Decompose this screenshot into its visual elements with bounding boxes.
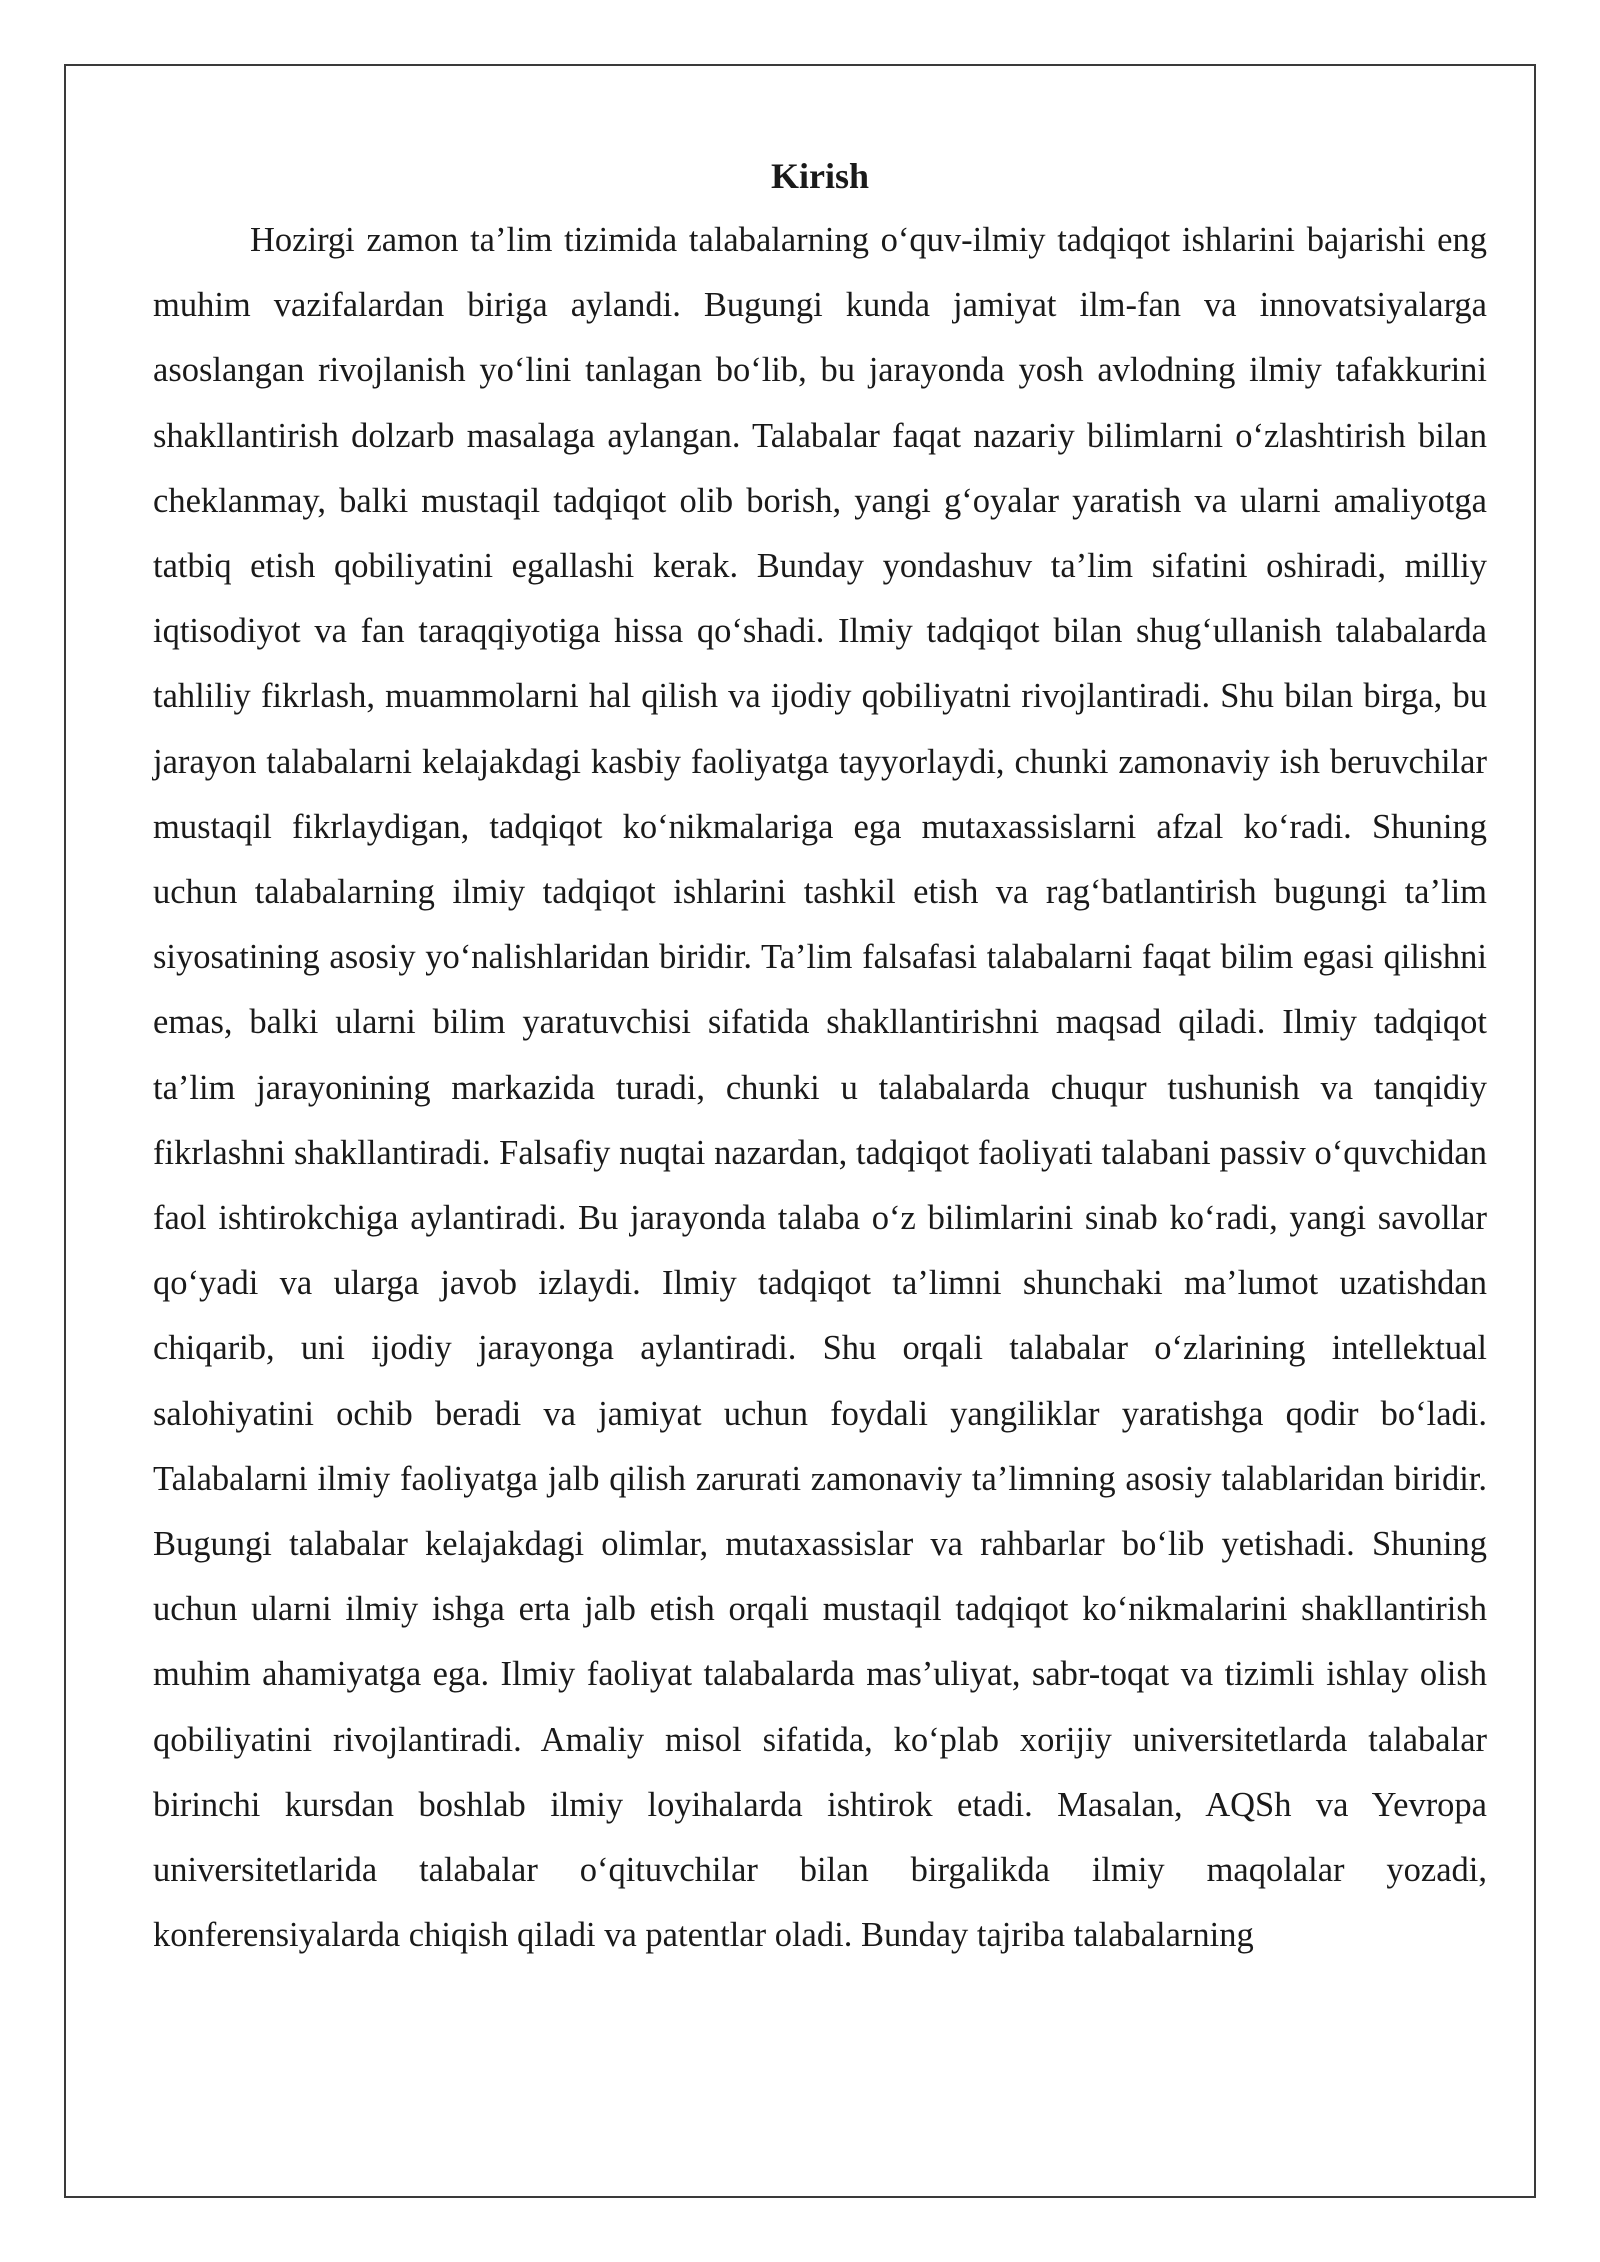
body-paragraph: Hozirgi zamon ta’lim tizimida talabalarning o‘quv-ilmiy tadqiqot ishlarini bajarishi eng muhim vazifalardan biriga aylandi. Bugungi kunda jamiyat ilm-fan va innovatsiyalarga asoslangan rivojlanish yo‘lini tanlagan bo‘lib, bu jarayonda yosh avlodning ilmiy tafakkurini shakllantirish dolzarb masalaga aylangan. Talabalar faqat nazariy bilimlarni o‘zlashtirish bilan cheklanmay, balki mustaqil tadqiqot olib borish, yangi g‘oyalar yaratish va ularni amaliyotga tatbiq etish qobiliyatini egallashi kerak. Bunday yondashuv ta’lim sifatini oshiradi, milliy iqtisodiyot va fan taraqqiyotiga hissa qo‘shadi. Ilmiy tadqiqot bilan shug‘ullanish talabalarda tahliliy fikrlash, muammolarni hal qilish va ijodiy qobiliyatni rivojlantiradi. Shu bilan birga, bu jarayon talabalarni kelajakdagi kasbiy faoliyatga tayyorlaydi, chunki zamonaviy ish beruvchilar mustaqil fikrlaydigan, tadqiqot ko‘nikmalariga ega mutaxassislarni afzal ko‘radi. Shuning uchun talabalarning ilmiy tadqiqot ishlarini tashkil etish va rag‘batlantirish bugungi ta’lim siyosatining asosiy yo‘nalishlaridan biridir. Ta’lim falsafasi talabalarni faqat bilim egasi qilishni emas, balki ularni bilim yaratuvchisi sifatida shakllantirishni maqsad qiladi. Ilmiy tadqiqot ta’lim jarayonining markazida turadi, chunki u talabalarda chuqur tushunish va tanqidiy fikrlashni shakllantiradi. Falsafiy nuqtai nazardan, tadqiqot faoliyati talabani passiv o‘quvchidan faol ishtirokchiga aylantiradi. Bu jarayonda talaba o‘z bilimlarini sinab ko‘radi, yangi savollar qo‘yadi va ularga javob izlaydi. Ilmiy tadqiqot ta’limni shunchaki ma’lumot uzatishdan chiqarib, uni ijodiy jarayonga aylantiradi. Shu orqali talabalar o‘zlarining intellektual salohiyatini ochib beradi va jamiyat uchun foydali yangiliklar yaratishga qodir bo‘ladi. Talabalarni ilmiy faoliyatga jalb qilish zarurati zamonaviy ta’limning asosiy talablaridan biridir. Bugungi talabalar kelajakdagi olimlar, mutaxassislar va rahbarlar bo‘lib yetishadi. Shuning uchun ularni ilmiy ishga erta jalb etish orqali mustaqil tadqiqot ko‘nikmalarini shakllantirish muhim ahamiyatga ega. Ilmiy faoliyat talabalarda mas’uliyat, sabr-toqat va tizimli ishlay olish qobiliyatini rivojlantiradi. Amaliy misol sifatida, ko‘plab xorijiy universitetlarda talabalar birinchi kursdan boshlab ilmiy loyihalarda ishtirok etadi. Masalan, AQSh va Yevropa universitetlarida talabalar o‘qituvchilar bilan birgalikda ilmiy maqolalar yozadi, konferensiyalarda chiqish qiladi va patentlar oladi. Bunday tajriba talabalarning [153, 221, 1487, 1955]
document-title: Kirish [770, 156, 869, 196]
document-body [153, 144, 1487, 1968]
